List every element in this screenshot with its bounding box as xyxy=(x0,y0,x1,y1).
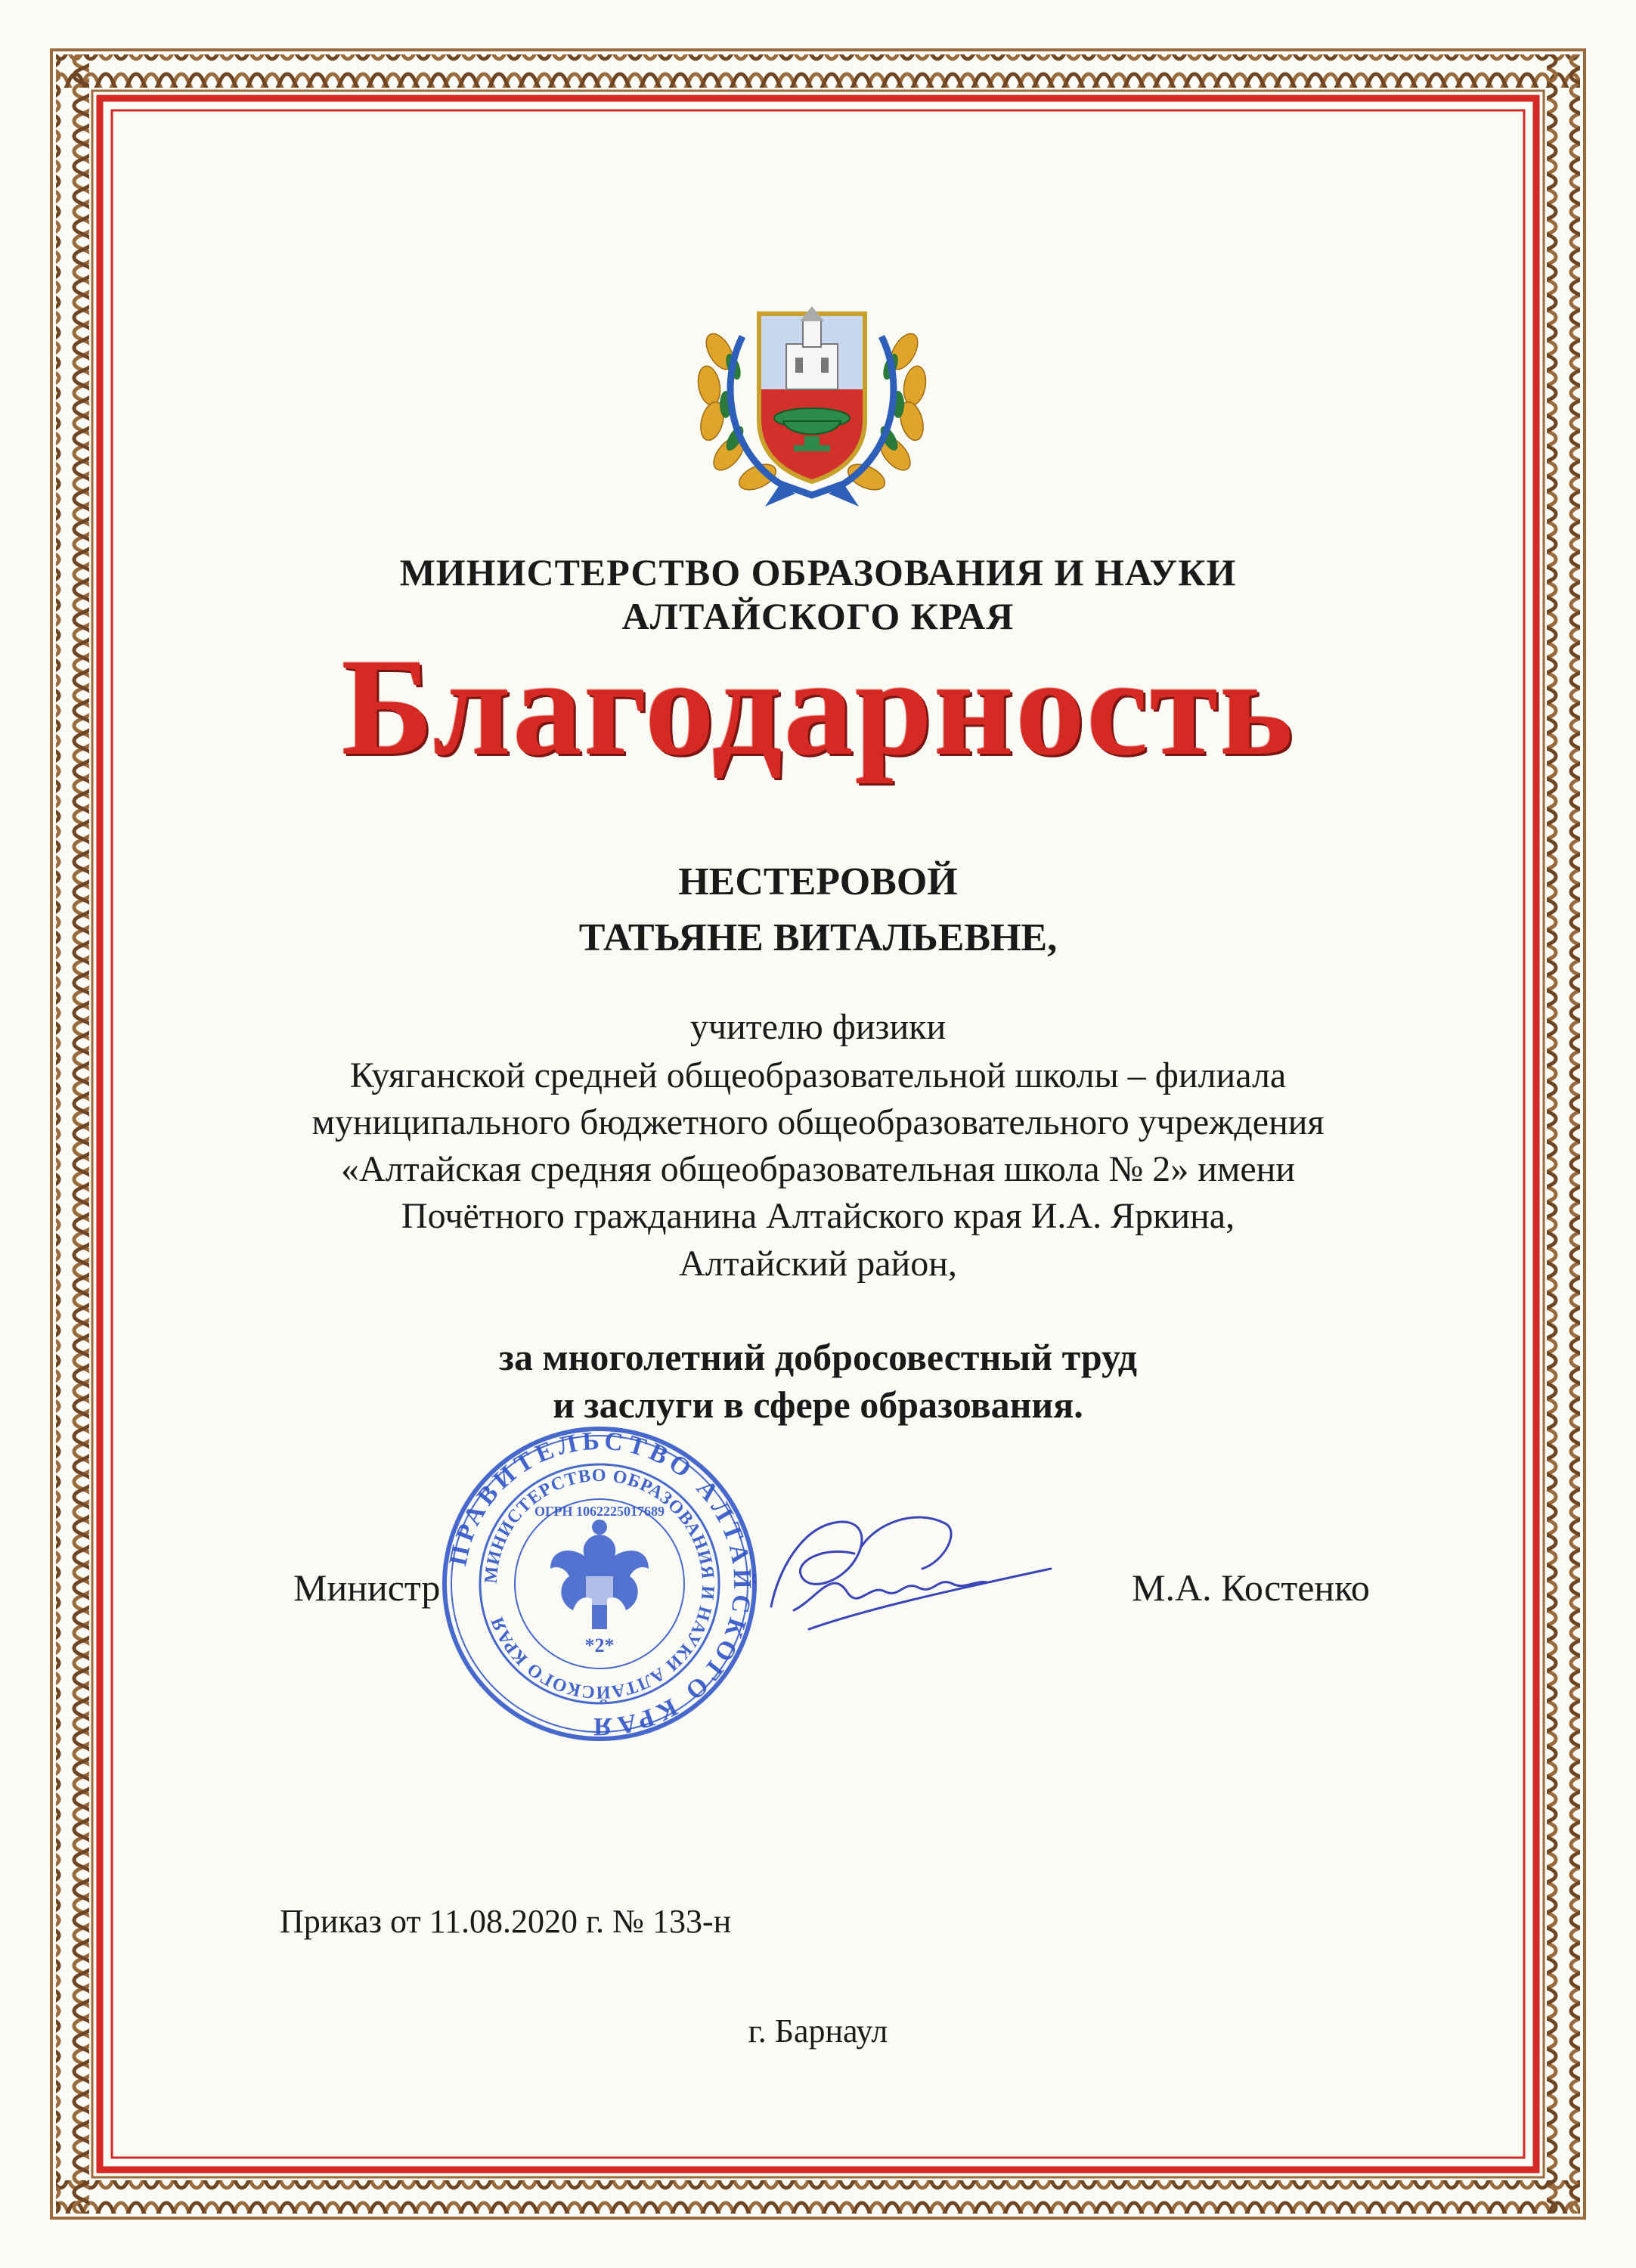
recipient-name: ТАТЬЯНЕ ВИТАЛЬЕВНЕ, xyxy=(578,916,1058,959)
recipient-surname: НЕСТЕРОВОЙ xyxy=(678,860,958,903)
position-line-5: Почётного гражданина Алтайского края И.А. Яркина, xyxy=(401,1196,1235,1236)
position-line-6: Алтайский район, xyxy=(679,1244,957,1284)
position-line-1: учителю физики xyxy=(689,1007,947,1047)
position-line-2: Куяганской средней общеобразовательной школы – филиала xyxy=(349,1055,1287,1095)
order-reference: Приказ от 11.08.2020 г. № 133-н xyxy=(280,1903,732,1940)
seal-outer-text: ПРАВИТЕЛЬСТВО АЛТАЙСКОГО КРАЯ xyxy=(444,1427,757,1741)
signatory-name: М.А. Костенко xyxy=(1132,1566,1370,1609)
handwritten-signature xyxy=(748,1478,1066,1667)
seal-number: *2* xyxy=(584,1634,615,1656)
merit-line-1: за многолетний добросовестный труд xyxy=(498,1336,1138,1378)
position-line-3: муниципального бюджетного общеобразовательного учреждения xyxy=(311,1102,1325,1142)
seal-ogrn: ОГРН 1062225017689 xyxy=(534,1504,665,1519)
coat-of-arms-emblem xyxy=(689,291,934,510)
position-line-4: «Алтайская средняя общеобразовательная школа № 2» имени xyxy=(340,1149,1296,1189)
certificate-title: Благодарность xyxy=(341,630,1295,784)
official-seal xyxy=(437,1421,762,1746)
seal-inner-text: МИНИСТЕРСТВО ОБРАЗОВАНИЯ И НАУКИ АЛТАЙСКОГО КРАЯ xyxy=(481,1465,718,1703)
ministry-name-line-2: АЛТАЙСКОГО КРАЯ xyxy=(621,595,1015,637)
ministry-name-line-1: МИНИСТЕРСТВО ОБРАЗОВАНИЯ И НАУКИ xyxy=(399,551,1237,593)
merit-line-2: и заслуги в сфере образования. xyxy=(553,1383,1083,1426)
signatory-title: Министр xyxy=(293,1566,441,1609)
issue-city: г. Барнаул xyxy=(748,2012,888,2050)
